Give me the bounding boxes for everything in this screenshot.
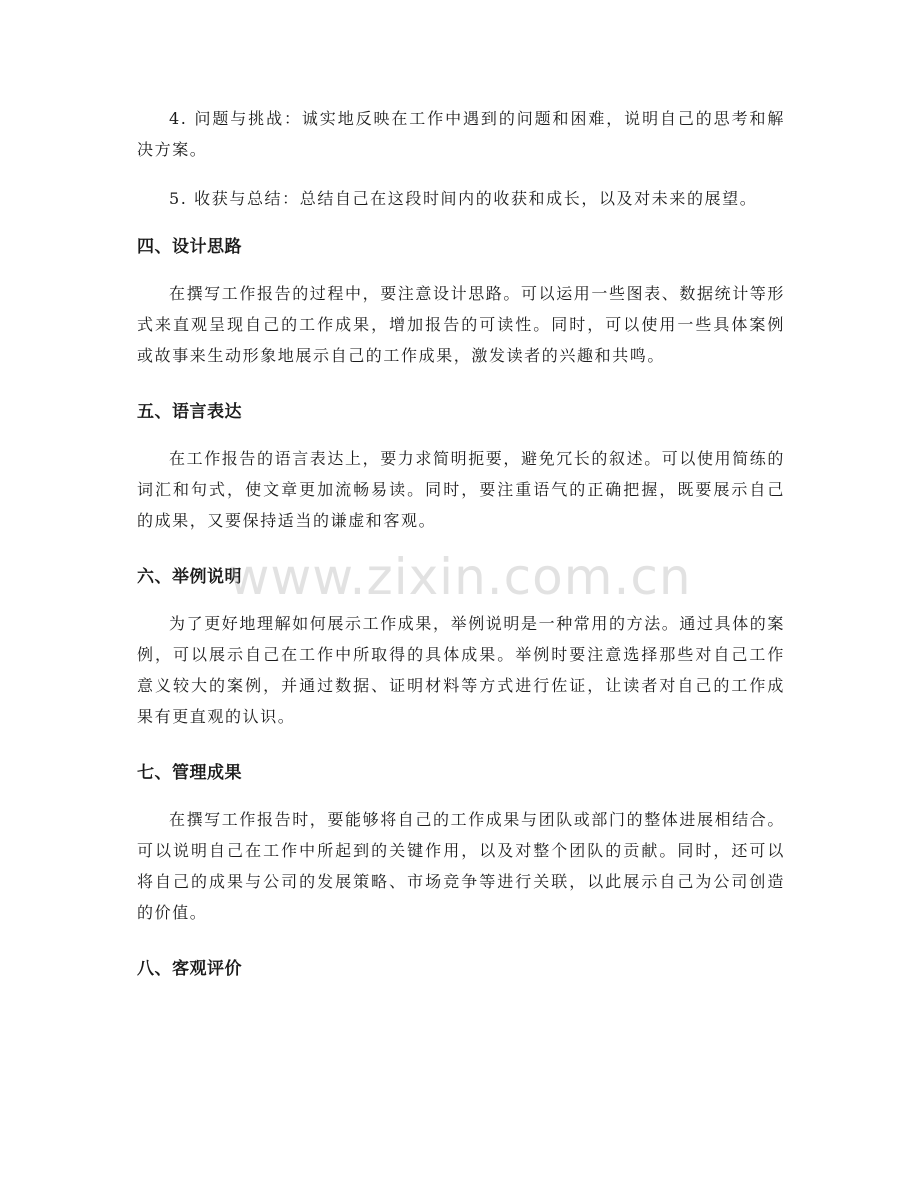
section-heading-examples: 六、举例说明 (137, 567, 242, 587)
section-body-design: 在撰写工作报告的过程中，要注意设计思路。可以运用一些图表、数据统计等形式来直观呈现自己的工作成果，增加报告的可读性。同时，可以使用一些具体案例或故事来生动形象地展示自己的工作成果，激发读者的兴趣和共鸣。 (137, 284, 786, 365)
section-heading-evaluation: 八、客观评价 (137, 959, 242, 979)
list-item-4: 4. 问题与挑战：诚实地反映在工作中遇到的问题和困难，说明自己的思考和解决方案。 (137, 109, 785, 159)
list-item-5: 5. 收获与总结：总结自己在这段时间内的收获和成长，以及对未来的展望。 (169, 189, 758, 208)
section-body-examples: 为了更好地理解如何展示工作成果，举例说明是一种常用的方法。通过具体的案例，可以展示自己在工作中所取得的具体成果。举例时要注意选择那些对自己工作意义较大的案例，并通过数据、证明材料等方式进行佐证，让读者对自己的工作成果有更直观的认识。 (137, 614, 786, 726)
section-heading-design: 四、设计思路 (137, 237, 242, 257)
watermark: www.zixin.com.cn (228, 548, 692, 606)
section-body-language: 在工作报告的语言表达上，要力求简明扼要，避免冗长的叙述。可以使用简练的词汇和句式，使文章更加流畅易读。同时，要注重语气的正确把握，既要展示自己的成果，又要保持适当的谦虚和客观。 (137, 449, 786, 530)
section-heading-management: 七、管理成果 (137, 763, 242, 783)
document-content (137, 103, 785, 1000)
section-heading-language: 五、语言表达 (137, 402, 242, 422)
section-body-management: 在撰写工作报告时，要能够将自己的工作成果与团队或部门的整体进展相结合。可以说明自己在工作中所起到的关键作用，以及对整个团队的贡献。同时，还可以将自己的成果与公司的发展策略、市场竞争等进行关联，以此展示自己为公司创造的价值。 (137, 810, 786, 922)
